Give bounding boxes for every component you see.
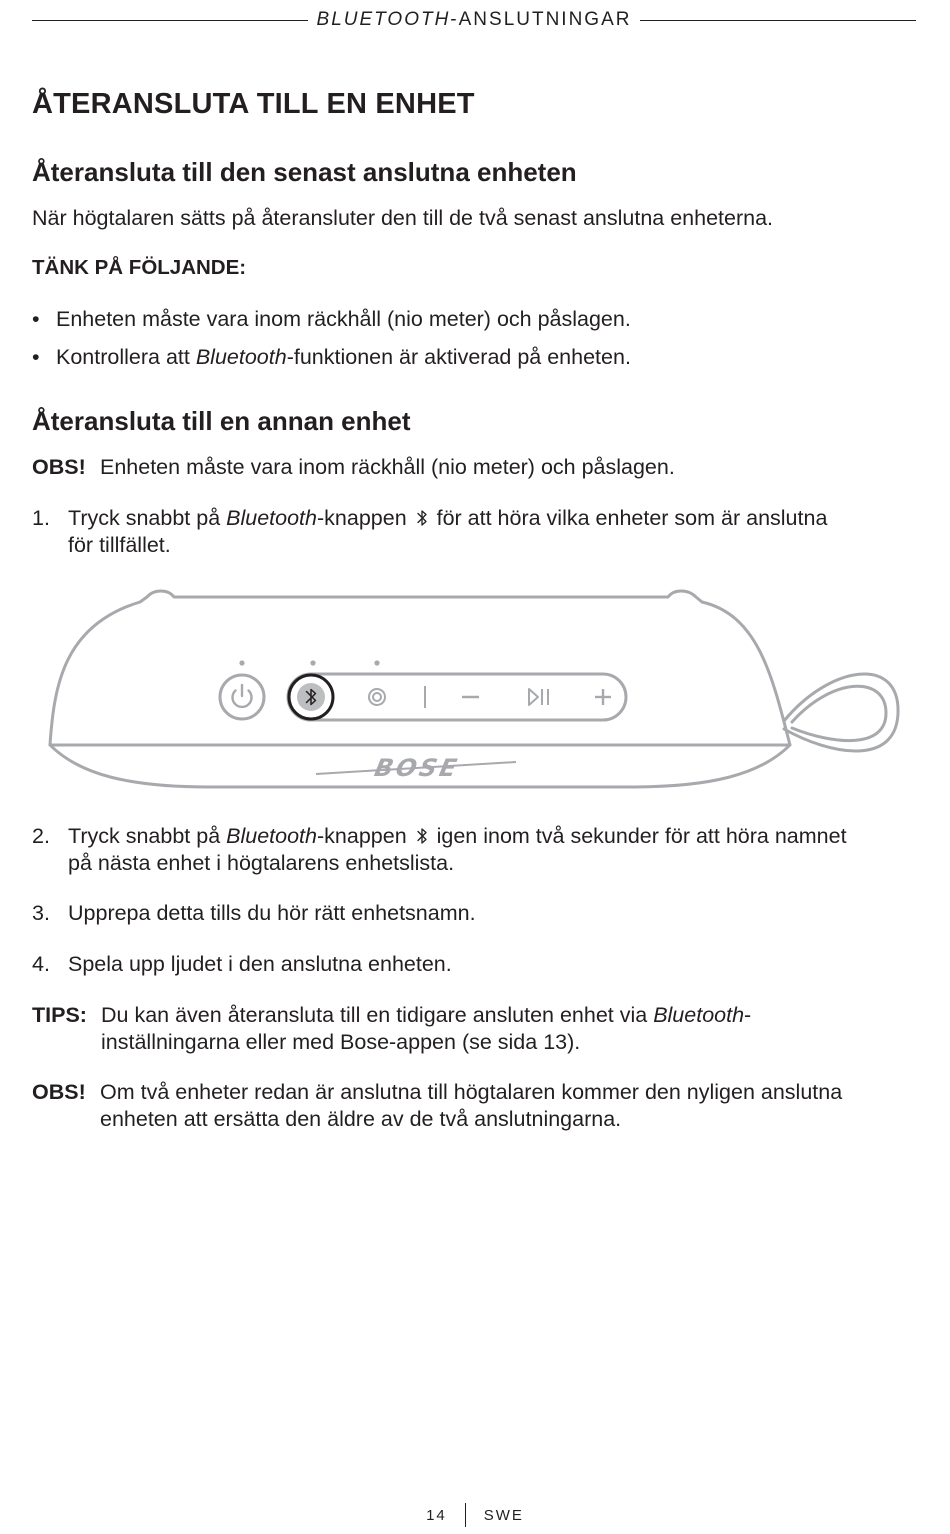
control-strip <box>288 674 626 720</box>
bullet-text-pre: Kontrollera att <box>56 345 196 369</box>
step-text-pre: Tryck snabbt på <box>68 824 227 848</box>
strap-inner-icon <box>792 686 886 740</box>
step-text-mid: -knappen <box>317 824 407 848</box>
header-rule-right <box>640 20 916 21</box>
running-title-italic: BLUETOOTH <box>316 9 451 30</box>
note-line-2: enheten att ersätta den äldre av de två anslutningarna. <box>100 1107 622 1131</box>
step-text-mid: -knappen <box>317 506 407 530</box>
footer-separator <box>465 1503 466 1527</box>
step-line-1 <box>68 505 827 532</box>
action-indicator-dot <box>374 660 379 665</box>
step-number: 3. <box>32 901 50 925</box>
tip-text-pre: Du kan även återansluta till en tidigare ansluten enhet via <box>101 1003 654 1027</box>
note-text <box>100 1079 842 1133</box>
step-text: Spela upp ljudet i den anslutna enheten. <box>68 952 452 976</box>
heading-other-device: Återansluta till en annan enhet <box>32 406 411 436</box>
bluetooth-icon <box>415 509 429 527</box>
bullet-text-post: -funktionen är aktiverad på enheten. <box>286 345 631 369</box>
page-footer <box>0 1500 950 1530</box>
bullet-text: Enheten måste vara inom räckhåll (nio meter) och påslagen. <box>56 307 631 331</box>
step-text-italic: Bluetooth <box>226 824 317 848</box>
speaker-body <box>50 591 790 745</box>
header-rule-left <box>32 20 308 21</box>
running-header <box>32 6 916 34</box>
action-icon <box>369 689 385 705</box>
play-pause-icon <box>529 689 548 705</box>
step-text: Upprepa detta tills du hör rätt enhetsnamn. <box>68 901 476 925</box>
step-number: 1. <box>32 506 50 530</box>
intro-paragraph: När högtalaren sätts på återansluter den till de två senast anslutna enheterna. <box>32 206 774 230</box>
speaker-illustration <box>40 585 910 797</box>
heading-last-device: Återansluta till den senast anslutna enheten <box>32 157 577 187</box>
note-label: OBS! <box>32 1080 86 1104</box>
power-indicator-dot <box>239 660 244 665</box>
bluetooth-icon <box>415 827 429 845</box>
step-number: 2. <box>32 824 50 848</box>
step-text-italic: Bluetooth <box>226 506 317 530</box>
bluetooth-indicator-dot <box>310 660 315 665</box>
note-label: OBS! <box>32 455 86 479</box>
page-number: 14 <box>426 1506 447 1524</box>
running-title <box>308 9 641 31</box>
tip-text-post: - <box>744 1003 752 1027</box>
step-text-post: igen inom två sekunder för att höra namnet <box>430 824 847 848</box>
step-text-post: för att höra vilka enheter som är anslutna <box>430 506 828 530</box>
step-line-2: på nästa enhet i högtalarens enhetslista. <box>68 851 455 875</box>
step-text <box>68 823 847 877</box>
bullet-dot: • <box>32 345 40 369</box>
note-text: Enheten måste vara inom räckhåll (nio meter) och påslagen. <box>100 455 675 479</box>
step-number: 4. <box>32 952 50 976</box>
language-code: SWE <box>483 1506 524 1524</box>
tip-label: TIPS: <box>32 1003 87 1027</box>
bullet-text-italic: Bluetooth <box>195 345 287 369</box>
remember-label: TÄNK PÅ FÖLJANDE: <box>32 256 247 279</box>
step-text-pre: Tryck snabbt på <box>68 506 227 530</box>
volume-up-icon <box>595 689 611 705</box>
bullet-text <box>56 344 631 371</box>
tip-line-1 <box>101 1002 751 1029</box>
step-line-1 <box>68 823 847 850</box>
step-line-2: för tillfället. <box>68 533 171 557</box>
power-icon <box>233 685 252 707</box>
bose-logo: BOSE <box>371 753 463 782</box>
step-text <box>68 505 827 559</box>
tip-text <box>101 1002 751 1056</box>
note-line-1: Om två enheter redan är anslutna till högtalaren kommer den nyligen anslutna <box>100 1080 843 1104</box>
running-title-rest: -ANSLUTNINGAR <box>450 9 632 30</box>
section-title: ÅTERANSLUTA TILL EN ENHET <box>32 88 475 120</box>
tip-line-2: inställningarna eller med Bose-appen (se sida 13). <box>101 1030 581 1054</box>
tip-text-italic: Bluetooth <box>653 1003 745 1027</box>
bullet-dot: • <box>32 307 40 331</box>
